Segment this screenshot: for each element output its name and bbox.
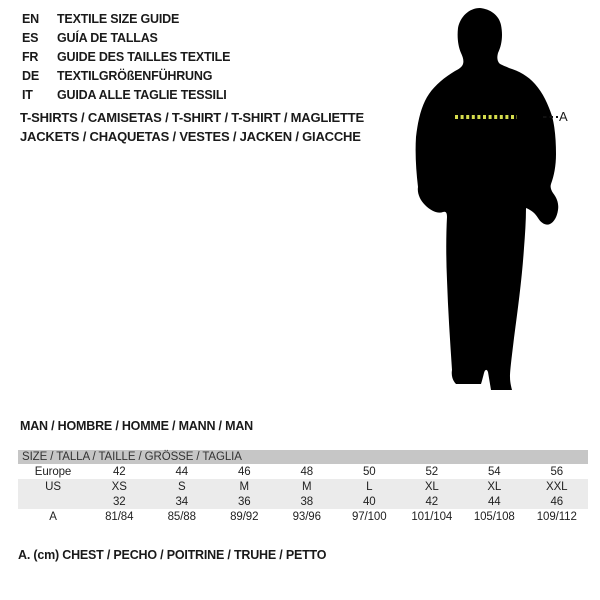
table-row-chest	[18, 509, 588, 524]
row-label: A	[49, 510, 57, 523]
lang-row-es	[22, 29, 230, 48]
category-line-jackets: JACKETS / CHAQUETAS / VESTES / JACKEN / GIACCHE	[20, 129, 361, 144]
lang-code: FR	[22, 50, 39, 64]
row-label: Europe	[34, 465, 72, 478]
size-table	[18, 450, 588, 524]
lang-code: IT	[22, 88, 33, 102]
lang-row-fr	[22, 48, 230, 67]
row-label	[18, 494, 88, 509]
man-figure	[405, 5, 580, 395]
lang-row-it	[22, 86, 230, 105]
size-cell: XS	[111, 480, 127, 493]
section-title-man: MAN / HOMBRE / HOMME / MANN / MAN	[20, 419, 253, 433]
size-cell: 36	[237, 495, 251, 508]
size-cell: 89/92	[230, 510, 259, 523]
size-cell: 81/84	[105, 510, 134, 523]
measure-label-a: A	[559, 109, 568, 124]
size-cell: 85/88	[167, 510, 196, 523]
size-cell: 40	[362, 495, 376, 508]
size-cell: 93/96	[292, 510, 321, 523]
lang-title: GUIDE DES TAILLES TEXTILE	[57, 50, 231, 64]
size-cell: 46	[237, 465, 251, 478]
size-cell: 50	[362, 465, 376, 478]
silhouette-path	[416, 8, 559, 390]
size-cell: 32	[112, 495, 126, 508]
size-cell: L	[366, 480, 373, 493]
size-cell: 109/112	[536, 510, 577, 523]
size-cell: 56	[550, 465, 564, 478]
lang-title: GUIDA ALLE TAGLIE TESSILI	[57, 88, 227, 102]
size-cell: 48	[300, 465, 314, 478]
size-cell: XL	[424, 480, 439, 493]
table-row-europe	[18, 464, 588, 479]
size-cell: 42	[112, 465, 126, 478]
size-table-grid	[18, 464, 588, 524]
lang-title: GUÍA DE TALLAS	[57, 31, 158, 45]
size-cell: 44	[175, 465, 189, 478]
size-cell: 105/108	[473, 510, 515, 523]
man-silhouette	[405, 5, 580, 395]
size-cell: 44	[487, 495, 501, 508]
size-cell: M	[239, 480, 249, 493]
size-cell: XL	[487, 480, 502, 493]
table-row-us	[18, 479, 588, 494]
size-cell: 34	[175, 495, 189, 508]
size-cell: 97/100	[351, 510, 387, 523]
size-cell: M	[302, 480, 312, 493]
size-cell: 52	[425, 465, 439, 478]
lang-row-en	[22, 10, 230, 29]
table-row-numeric	[18, 494, 588, 509]
lang-code: ES	[22, 31, 39, 45]
row-label: US	[45, 480, 61, 493]
garment-categories	[20, 108, 364, 146]
lang-code: EN	[22, 12, 39, 26]
size-table-header: SIZE / TALLA / TAILLE / GRÖSSE / TAGLIA	[18, 450, 588, 464]
language-title-list	[22, 10, 230, 105]
size-cell: 42	[425, 495, 439, 508]
size-cell: 46	[550, 495, 564, 508]
size-cell: 54	[487, 465, 501, 478]
measurement-footnote: A. (cm) CHEST / PECHO / POITRINE / TRUHE / PETTO	[18, 548, 327, 562]
lang-title: TEXTILGRÖßENFÜHRUNG	[57, 69, 213, 83]
lang-title: TEXTILE SIZE GUIDE	[57, 12, 180, 26]
size-cell: 38	[300, 495, 314, 508]
size-cell: 101/104	[411, 510, 453, 523]
category-line-tshirts: T-SHIRTS / CAMISETAS / T-SHIRT / T-SHIRT / MAGLIETTE	[20, 110, 364, 125]
lang-row-de	[22, 67, 230, 86]
size-cell: XXL	[546, 480, 568, 493]
lang-code: DE	[22, 69, 39, 83]
size-cell: S	[177, 480, 186, 493]
